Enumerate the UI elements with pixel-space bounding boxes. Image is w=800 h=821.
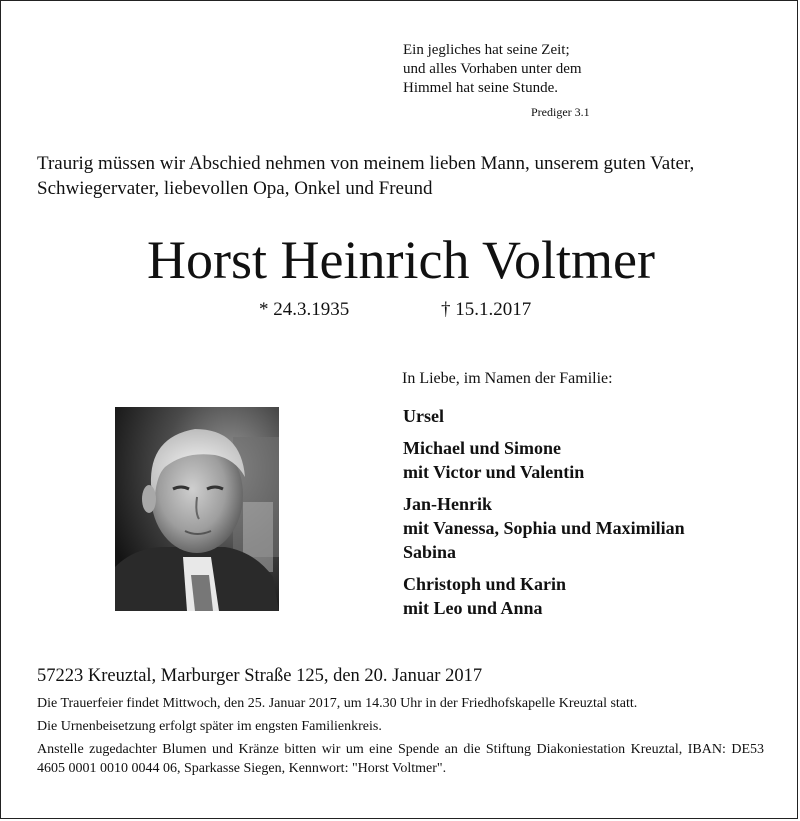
- intro-text: Traurig müssen wir Abschied nehmen von meinem lieben Mann, unserem guten Vater, Schwiegervater, liebevollen Opa, Onkel und Freund: [37, 153, 695, 199]
- service-notes: [37, 694, 764, 782]
- deceased-name: Horst Heinrich Voltmer: [147, 230, 655, 290]
- family-member: Christoph und Karin: [403, 574, 567, 594]
- verse-line: und alles Vorhaben unter dem: [403, 61, 582, 77]
- family-member: Jan-Henrik: [403, 494, 493, 514]
- bible-verse: [403, 41, 582, 98]
- family-intro: In Liebe, im Namen der Familie:: [402, 370, 613, 387]
- family-member: Michael und Simone: [403, 438, 562, 458]
- family-group: [403, 572, 783, 620]
- family-group: [403, 436, 783, 484]
- burial-note: Die Urnenbeisetzung erfolgt später im engsten Familienkreis.: [37, 719, 382, 734]
- portrait-image: [115, 407, 279, 611]
- death-date: † 15.1.2017: [441, 299, 532, 320]
- family-group: [403, 492, 783, 564]
- family-member: Sabina: [403, 542, 457, 562]
- funeral-note: Die Trauerfeier findet Mittwoch, den 25. Januar 2017, um 14.30 Uhr in der Friedhofskapelle Kreuztal statt.: [37, 696, 638, 711]
- donation-note: Anstelle zugedachter Blumen und Kränze bitten wir um eine Spende an die Stiftung Diakoniestation Kreuztal, IBAN: DE53 4605 0001 0010 0044 06, Sparkasse Siegen, Kennwort: "Horst Voltmer".: [37, 742, 764, 776]
- family-member: mit Leo und Anna: [403, 598, 543, 618]
- verse-reference: Prediger 3.1: [531, 105, 590, 119]
- place-and-date: 57223 Kreuztal, Marburger Straße 125, den 20. Januar 2017: [37, 666, 483, 686]
- verse-line: Ein jegliches hat seine Zeit;: [403, 42, 570, 58]
- family-member: mit Vanessa, Sophia und Maximilian: [403, 518, 685, 538]
- family-member: mit Victor und Valentin: [403, 462, 585, 482]
- family-member: Ursel: [403, 406, 444, 426]
- family-group: [403, 404, 783, 428]
- family-list: [403, 404, 783, 628]
- verse-line: Himmel hat seine Stunde.: [403, 80, 558, 96]
- portrait-photo: [115, 407, 279, 611]
- birth-date: * 24.3.1935: [259, 299, 350, 320]
